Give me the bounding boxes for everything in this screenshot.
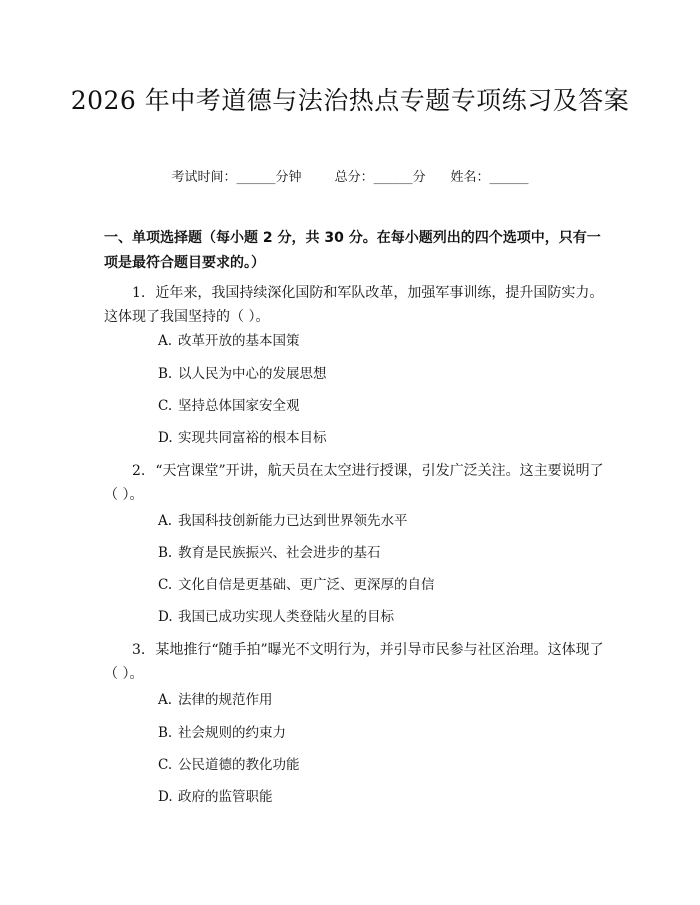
score-unit: 分 xyxy=(412,170,426,185)
time-blank: ______ xyxy=(236,170,276,185)
option-text: 我国已成功实现人类登陆火星的目标 xyxy=(178,609,394,625)
option-letter: D. xyxy=(158,430,173,446)
option-letter: B. xyxy=(158,545,173,561)
score-blank: ______ xyxy=(373,170,413,185)
question-1-option-d xyxy=(158,428,327,448)
question-2-option-a xyxy=(158,511,408,531)
score-label: 总分： xyxy=(334,170,374,185)
option-letter: D. xyxy=(158,789,173,805)
page-title: 2026 年中考道德与法治热点专题专项练习及答案 xyxy=(70,86,630,115)
question-3 xyxy=(104,638,604,686)
question-3-option-b xyxy=(158,723,286,743)
option-text: 公民道德的教化功能 xyxy=(178,757,300,773)
question-3-option-a xyxy=(158,690,273,710)
option-text: 文化自信是更基础、更广泛、更深厚的自信 xyxy=(178,577,435,593)
question-number: 2. xyxy=(132,463,146,479)
question-1-option-a xyxy=(158,331,300,351)
option-letter: D. xyxy=(158,609,173,625)
option-text: 法律的规范作用 xyxy=(178,692,273,708)
question-1-option-c xyxy=(158,396,300,416)
question-1-option-b xyxy=(158,364,327,384)
option-letter: A. xyxy=(158,692,173,708)
option-letter: C. xyxy=(158,398,173,414)
option-letter: C. xyxy=(158,757,173,773)
option-text: 改革开放的基本国策 xyxy=(178,333,300,349)
question-number: 3. xyxy=(132,642,146,658)
question-1 xyxy=(104,281,604,329)
option-letter: B. xyxy=(158,725,173,741)
option-text: 社会规则的约束力 xyxy=(178,725,286,741)
question-2-option-b xyxy=(158,543,381,563)
name-blank: ______ xyxy=(489,170,529,185)
question-2-option-d xyxy=(158,607,394,627)
question-stem: 近年来，我国持续深化国防和军队改革，加强军事训练，提升国防实力。这体现了我国坚持的（ ）。 xyxy=(104,285,604,325)
question-2 xyxy=(104,459,604,507)
question-3-option-c xyxy=(158,755,300,775)
option-letter: C. xyxy=(158,577,173,593)
exam-info-line xyxy=(0,168,700,188)
option-text: 教育是民族振兴、社会进步的基石 xyxy=(178,545,381,561)
option-text: 以人民为中心的发展思想 xyxy=(178,366,327,382)
option-text: 政府的监管职能 xyxy=(178,789,273,805)
option-letter: A. xyxy=(158,333,173,349)
question-3-option-d xyxy=(158,787,273,807)
option-letter: B. xyxy=(158,366,173,382)
name-label: 姓名： xyxy=(450,170,490,185)
option-text: 实现共同富裕的根本目标 xyxy=(178,430,327,446)
section-heading: 一、单项选择题（每小题 2 分，共 30 分。在每小题列出的四个选项中，只有一项是最符合题目要求的。） xyxy=(104,230,601,271)
option-text: 我国科技创新能力已达到世界领先水平 xyxy=(178,513,408,529)
time-label: 考试时间： xyxy=(171,170,237,185)
question-stem: “天宫课堂”开讲，航天员在太空进行授课，引发广泛关注。这主要说明了（ ）。 xyxy=(104,463,604,503)
question-2-option-c xyxy=(158,575,435,595)
option-letter: A. xyxy=(158,513,173,529)
time-unit: 分钟 xyxy=(275,170,302,185)
option-text: 坚持总体国家安全观 xyxy=(178,398,300,414)
question-stem: 某地推行“随手拍”曝光不文明行为，并引导市民参与社区治理。这体现了（ ）。 xyxy=(104,642,604,682)
question-number: 1. xyxy=(132,285,146,301)
